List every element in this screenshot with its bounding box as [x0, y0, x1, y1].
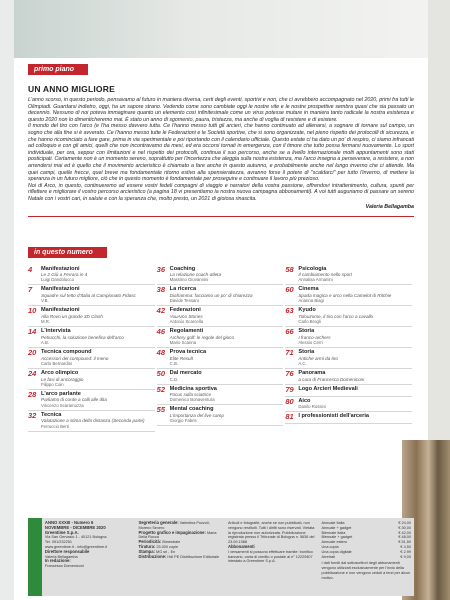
toc-page-number: 52: [156, 384, 166, 394]
toc-entry-author: Arianna Biagi: [298, 298, 324, 304]
toc-entry: [157, 306, 284, 327]
toc-entry-author: Giorgio Fabris: [169, 418, 197, 424]
toc-entry-author: V.B.: [41, 298, 49, 304]
price-label: Una copia digitale: [321, 549, 352, 554]
toc-entry-title: Kyudo: [298, 307, 316, 314]
toc-entry-author: C.D.: [169, 376, 179, 382]
toc-entry-text: [41, 349, 155, 366]
toc-entry-text: [170, 307, 284, 324]
toc-entry-author: C.B.: [169, 361, 179, 367]
price-label: Annuale Italia: [321, 521, 345, 525]
toc-page-number: 60: [285, 285, 294, 295]
toc-entry-title: Manifestazioni: [41, 307, 80, 314]
price-value: € 48,00: [398, 535, 411, 540]
toc-entry-author: Luigi Dandolucco: [41, 277, 74, 283]
toc-entry-title: Manifestazioni: [41, 286, 80, 293]
toc-entry-text: [298, 328, 412, 345]
toc-entry: [285, 285, 412, 306]
price-label: Annuale estero: [321, 540, 348, 545]
toc-entry-text: [41, 412, 155, 429]
price-list: [321, 521, 411, 559]
toc-entry: [157, 285, 284, 306]
toc-entry-text: [298, 386, 412, 394]
toc-entry: [285, 265, 412, 286]
table-of-contents: [28, 265, 414, 432]
toc-entry-text: [170, 370, 284, 382]
toc-entry: [28, 265, 155, 286]
toc-entry-author: Carlo Bernardini: [41, 361, 73, 367]
colophon: [23, 518, 414, 596]
toc-entry-text: [41, 307, 155, 324]
toc-entry: [28, 306, 155, 327]
toc-entry-title: Dal mercato: [169, 370, 202, 377]
toc-entry: [28, 285, 155, 306]
toc-entry-description: Squadre sul tetto d'Italia al Campionato Fidasc: [41, 292, 136, 298]
toc-column: [28, 265, 155, 432]
toc-entry: [28, 411, 155, 432]
toc-entry: [285, 385, 412, 397]
toc-entry-description: Petrucchi, la soluzione benefica dell'arco: [41, 334, 124, 340]
toc-page-number: 76: [285, 369, 294, 379]
toc-entry-title: Storia: [298, 328, 315, 335]
toc-entry-title: Medicina sportiva: [169, 385, 217, 392]
toc-entry-description: Antiche armi da tiro: [298, 355, 338, 361]
toc-entry-author: Filippo Coin: [41, 381, 64, 387]
toc-entry: [157, 348, 284, 369]
toc-entry-description: Archery golf: le regole del gioco: [169, 334, 235, 340]
toc-page-number: 28: [28, 389, 37, 399]
toc-entry-text: [170, 328, 284, 345]
toc-entry: [285, 306, 412, 327]
editorial-title: UN ANNO MIGLIORE: [28, 84, 115, 94]
toc-entry-author: Danilo Rossini: [298, 404, 326, 410]
toc-entry-text: [298, 398, 412, 410]
toc-entry-title: Arco olimpico: [41, 370, 79, 377]
toc-entry-description: Tolouzome, il tiro con l'arco a cavallo: [298, 313, 374, 319]
toc-page-number: 63: [285, 306, 294, 316]
toc-entry-title: I professionisti dell'arceria: [298, 413, 370, 420]
toc-entry-description: L'importanza del live camp: [169, 412, 224, 418]
toc-entry-title: Tecnica: [41, 411, 62, 418]
editorial-signature: Valeria Bellagamba: [365, 203, 414, 210]
toc-entry: [28, 390, 155, 411]
price-value: € 9,00: [400, 554, 411, 559]
toc-entry-title: Storia: [298, 349, 315, 356]
toc-entry-description: Parliamo di corde a calli alle dita: [41, 397, 107, 403]
toc-entry: [285, 348, 412, 369]
price-value: € 42,00: [398, 530, 411, 535]
toc-entry: [285, 397, 412, 413]
toc-entry-title: Panorama: [298, 370, 326, 377]
toc-page-number: 20: [28, 348, 37, 358]
toc-entry-text: [170, 349, 284, 366]
page-content: [28, 58, 414, 432]
colophon-publisher: ANNO XXXIII - Numero 6 NOVEMBRE - DICEMBRE 2020 Greentime S.p.A. Via San Gervasio 1 - 40121 Bologna Tel. 051/232251 www.greentime.it - info@greentime.it Direttore responsabile Valeria Bellagamba In redazione: Francesca Domeniconi: [44, 520, 108, 569]
price-value: € 4,50: [400, 544, 411, 549]
toc-entry-author: M.R.: [41, 319, 51, 325]
toc-page-number: 66: [285, 327, 294, 337]
toc-page-number: 38: [156, 285, 166, 295]
toc-entry-title: L'arco parlante: [41, 390, 81, 397]
section-label-in-questo-numero: in questo numero: [28, 247, 107, 258]
toc-page-number: 55: [156, 405, 166, 415]
editorial-body: [28, 97, 414, 203]
toc-entry: [28, 327, 155, 348]
colophon-prices: Annuale Italia € 24,00 Annuale + gadget € 30,00 Biennale Italia € 42,00 Biennale + gadget € 48,00 Annuale estero € 51,50 Una copia € 4,50 Una copia digitale € 2,99 Arretrati € 9,00 I dati forniti dai sottoscrittori degli abbonamenti vengono utilizzati esclusivamente per l'invio della pubblicazione e non vengono ceduti a terzi per alcun motivo.: [321, 521, 411, 580]
greentime-logo: Greentime: [28, 518, 42, 596]
toc-page-number: 81: [285, 412, 294, 422]
toc-page-number: 36: [156, 264, 166, 274]
toc-entry-text: [170, 286, 284, 303]
toc-entry-author: A.C.: [298, 361, 307, 367]
toc-entry: [157, 369, 284, 385]
toc-entry-title: Manifestazioni: [41, 265, 80, 272]
toc-column: [157, 265, 284, 432]
toc-entry-author: Davide Tessaro: [169, 298, 200, 304]
toc-entry-title: Logo Arcieri Medievali: [298, 385, 358, 392]
toc-page-number: 24: [28, 369, 37, 379]
toc-entry-description: Focus sulla sciatrice: [169, 392, 212, 398]
section-label-primo-piano: primo piano: [28, 64, 88, 75]
toc-entry-text: [41, 286, 155, 303]
price-label: Arretrati: [321, 554, 335, 559]
toc-entry-text: [41, 266, 155, 283]
toc-entry-text: [298, 307, 412, 324]
toc-entry: [157, 385, 284, 406]
toc-entry-text: [298, 266, 412, 283]
toc-entry-author: Alessio Cerri: [298, 340, 323, 346]
toc-entry-title: Cinema: [298, 286, 319, 293]
toc-entry-description: Valutazione a stima della distanza (Seconda parte): [41, 418, 145, 424]
colophon-notes: Articoli e fotografie, anche se non pubblicati, non vengono restituiti. Tutti i diritti sono riservati. Vietata la riproduzione non autorizzata. Pubblicazione registrata presso il Tribunale di Bologna n. 5636 del 23.09.1988 Abbonamenti I versamenti si possono effettuare tramite: bonifico bancario, carta di credito o postale al n° 12229407 intestato a Greentime S.p.A.: [227, 521, 315, 564]
toc-entry-description: Alla Rovo un grande 3D Clash: [41, 313, 103, 319]
toc-entry-title: Regolamenti: [169, 328, 204, 335]
toc-page-number: 4: [28, 264, 33, 274]
price-label: Biennale Italia: [321, 530, 346, 535]
toc-entry-text: [298, 286, 412, 303]
price-label: Una copia: [321, 544, 339, 549]
toc-entry-title: Coaching: [169, 265, 196, 272]
toc-page-number: 48: [156, 348, 166, 358]
price-label: Annuale + gadget: [321, 525, 352, 530]
toc-entry-text: [41, 391, 155, 408]
toc-entry: [28, 348, 155, 369]
toc-entry-description: Il cambiamento nello sport: [298, 272, 352, 277]
toc-entry-author: Annalisa Armanini: [298, 277, 333, 283]
toc-entry: [285, 369, 412, 385]
toc-entry-author: Mario Scanna: [169, 340, 197, 346]
price-label: Biennale + gadget: [321, 535, 353, 540]
toc-entry-text: [170, 386, 284, 403]
toc-entry-text: [170, 266, 284, 283]
toc-page-number: 50: [156, 369, 166, 379]
toc-entry-title: Federazioni: [169, 307, 201, 314]
toc-entry-description: Le 2 Giù a Ferrara in 4: [41, 272, 88, 277]
toc-entry-description: Le fasi di ancoraggio: [41, 376, 84, 382]
toc-page-number: 58: [285, 264, 294, 274]
toc-entry-title: Prova tecnica: [169, 349, 207, 356]
toc-entry-title: Psicologia: [298, 265, 327, 272]
header-photo-band: [14, 0, 450, 58]
toc-entry-text: [298, 370, 412, 382]
toc-page-number: 32: [28, 410, 37, 420]
editorial-paragraph: L'anno scorso, in questo periodo, pensavamo al futuro in maniera diversa, certi degli eventi, sportivi e non, che ci avrebbero accompagnato nel 2020, primi fra tutti le Olimpiadi. Guardarsi indietro, oggi, ha un sapore strano. Vedendo come sono cambiate oggi le nostre vite e le nostre prospettive sembra quasi che sia passato un decennio. Nessuno di noi poteva immaginare quanto un elemento così infinitesimale come un virus potesse mutare in maniera tanto radicale la nostra esistenza e questo 2020 non lo dimenticheremo mai. È stato un anno di sgomento, paura, tristezza, ma anche di voglia di resistere e di esistere.: [28, 97, 414, 123]
toc-entry: [285, 412, 412, 424]
toc-entry-description: Elite Result: [169, 355, 193, 361]
toc-entry-title: La ricerca: [169, 286, 197, 293]
toc-page-number: 10: [28, 306, 37, 316]
toc-entry-title: Mental coaching: [169, 406, 214, 413]
price-value: € 51,50: [398, 540, 411, 545]
toc-entry-title: Aico: [298, 397, 311, 404]
toc-entry-description: La relazione coach-atleta: [169, 272, 222, 277]
toc-page-number: 79: [285, 384, 294, 394]
toc-entry-description: Accessori del compound: il meno: [41, 355, 109, 361]
editorial-paragraph: Noi di Arco, in questo, continueremo ad essere vostri fedeli compagni di viaggio e narratori della vostra passione, offrendovi intrattenimento, cultura, spunti per riflettere e migliorare il vostro percorso arcieristico (a pagina 18 vi presentiamo la nostra nuova campagna abbonamenti). A voi tutti auguriamo di passare un sereno Natale con i vostri cari, in salute e con la speranza che, molto presto, un 2021 di gioiosa rinascita.: [28, 182, 414, 202]
price-value: € 2,99: [400, 549, 411, 554]
divider: [28, 216, 414, 217]
price-row: [321, 555, 411, 560]
toc-entry-description: Spada magica e arco nella Camelot di Ritchie: [298, 292, 392, 298]
toc-entry-text: [41, 370, 155, 387]
toc-entry-text: [298, 413, 412, 421]
left-margin-strip: [0, 0, 14, 600]
toc-entry: [157, 265, 284, 286]
toc-entry-author: Massimo Giovannini: [169, 277, 209, 283]
toc-entry-text: [41, 328, 155, 345]
price-value: € 24,00: [398, 521, 411, 525]
toc-page-number: 7: [28, 285, 33, 295]
toc-entry-description: YouArco Stories: [169, 313, 203, 319]
toc-page-number: 71: [285, 348, 294, 358]
toc-page-number: 42: [156, 306, 166, 316]
toc-page-number: 46: [156, 327, 166, 337]
toc-entry-description: I franco-archers: [298, 334, 331, 340]
toc-entry-author: Domenico Bonaventura: [169, 397, 215, 403]
toc-entry-author: Vincenzo Scaramuzza: [41, 402, 84, 408]
toc-entry-title: Tecnica compound: [41, 349, 92, 356]
toc-entry-description: a cura di Francesca Domeniconi: [298, 376, 365, 382]
toc-page-number: 80: [285, 396, 294, 406]
price-value: € 30,00: [398, 525, 411, 530]
toc-entry-author: Antonio Scarcella: [169, 319, 204, 325]
toc-entry-text: [298, 349, 412, 366]
toc-entry: [157, 405, 284, 426]
toc-entry-text: [170, 406, 284, 423]
toc-entry-author: A.B.: [41, 340, 50, 346]
toc-entry: [157, 327, 284, 348]
colophon-production: Segreteria generale: Valentina Pozzoli, Moreno Severo Progetto grafico e impaginazione: Maria Della Rocca Periodicità: Bimestrale Tiratura: 25.000 copie Stampa: MG srl - En Distribuzione: Hdl PE Distribuzione Editoriale: [138, 520, 220, 559]
toc-page-number: 14: [28, 327, 37, 337]
toc-entry-author: Ferruccio Berti: [41, 423, 69, 429]
toc-entry: [28, 369, 155, 390]
toc-entry-title: L'intervista: [41, 328, 71, 335]
toc-entry: [285, 327, 412, 348]
toc-entry-author: Carlo Brogli: [298, 319, 321, 325]
toc-entry-description: Diaframma: facciamo un po' di chiarezza: [169, 292, 253, 298]
editorial-paragraph: Il mondo del tiro con l'arco (e l'ha messo davvero tutta. Ce l'hanno messo tutti gli arcieri, che hanno continuato ad allenarsi, a sognare di tornare sul campo, un sogno che alla fine si è avverato. Ce l'hanno messo tutte le Federazioni e le Società sportive, che si sono organizzate, nel pieno rispetto dei protocolli di sicurezza, e che hanno ricominciato a fare gare, prima in via sperimentale e poi riportando con il calendario ufficiale. Questo estate ci ha dato un po' di respiro, ci siamo infrancati ad colloquio e con gli amici, quelli che non incontravamo da mesi, ed era occorsi tornati in emergenza, con il timore che tutto possa fermarsi nuovamente. Lo sport individuale, per ora, seppur con limitazioni e nel rispetto dei protocolli, continua il suo percorso, anche se a livello internazionale molti appuntamenti sono stati posticipati. Certamente non è un momento sereno, soprattutto per l'incertezza che aleggia sulla nostra esistenza, ma l'arco insegna a perseverare, a resistere, a non arrendersi mai ed è quello che il movimento arcieristico è chiamato a fare anche in questo autunno, e probabilmente anche nel lungo inverno che ci attende. Ma quei campi, quelle frecce, quel breve ma fondamentale ritorno estivo alla spensieratezza, avranno forse il potere di "scaldarci" per tutto l'inverno, di mettere la speranza in un futuro migliore, ciò che in questo momento è fondamentale per proseguire e continuare il lavoro più prezioso.: [28, 123, 414, 183]
toc-column: [285, 265, 412, 432]
